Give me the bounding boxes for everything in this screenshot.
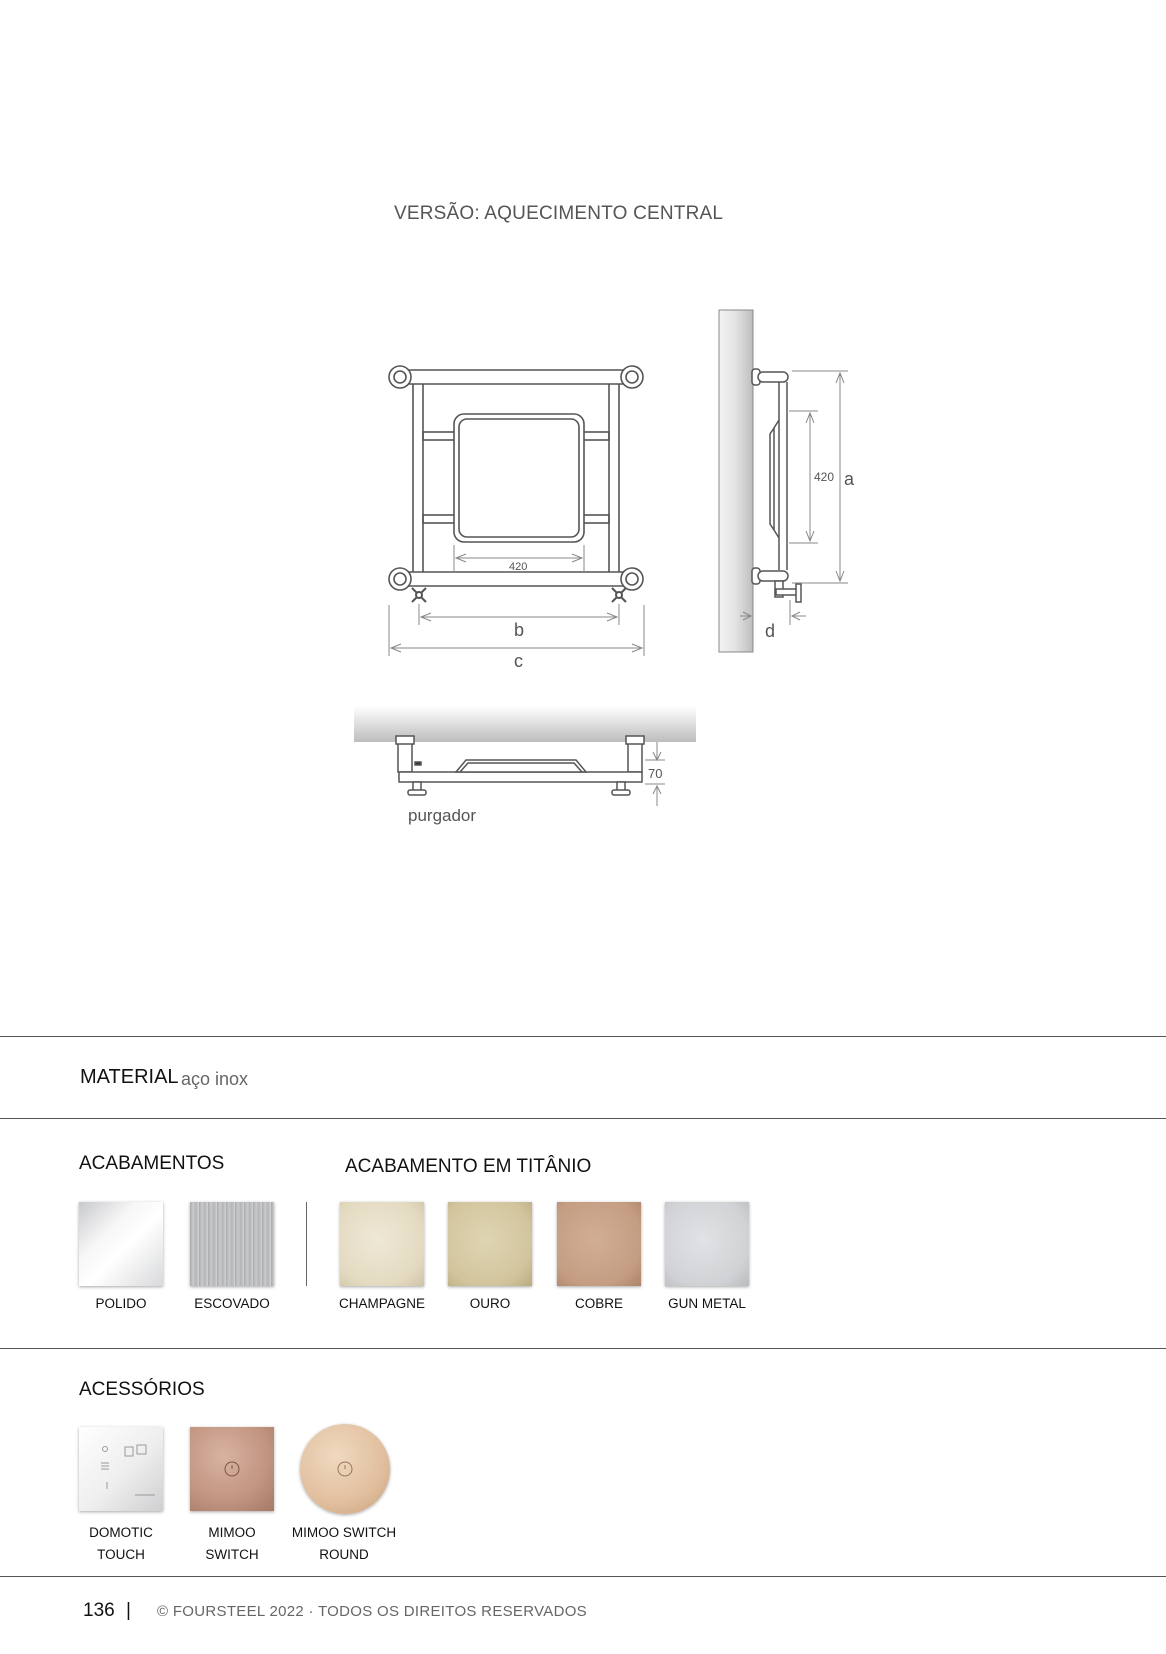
finishes-separator bbox=[306, 1202, 307, 1286]
swatch-label-escovado: ESCOVADO bbox=[194, 1296, 270, 1311]
swatch-label-champagne: CHAMPAGNE bbox=[338, 1296, 425, 1311]
divider-material bbox=[0, 1118, 1166, 1119]
swatch-escovado[interactable] bbox=[190, 1202, 274, 1286]
finishes-title: ACABAMENTOS bbox=[79, 1153, 225, 1174]
accessory-label-mimoo-switch: MIMOO SWITCH bbox=[205, 1525, 259, 1562]
power-icon bbox=[190, 1427, 274, 1511]
domotic-touch-icon bbox=[79, 1427, 163, 1511]
swatch-label-gun-metal: GUN METAL bbox=[668, 1296, 746, 1311]
power-icon bbox=[300, 1424, 390, 1514]
swatch-polido[interactable] bbox=[79, 1202, 163, 1286]
divider-top bbox=[0, 1036, 1166, 1037]
dim-label-a: a bbox=[844, 469, 855, 489]
top-left-knob bbox=[389, 366, 411, 388]
left-valve bbox=[412, 588, 426, 602]
divider-finishes bbox=[0, 1348, 1166, 1349]
dim-label-c: c bbox=[514, 651, 523, 671]
dim-label-b: b bbox=[514, 620, 525, 640]
footer-separator: | bbox=[126, 1600, 131, 1621]
version-title: VERSÃO: AQUECIMENTO CENTRAL bbox=[394, 203, 724, 224]
accessory-domotic-touch[interactable] bbox=[79, 1427, 163, 1511]
swatch-label-ouro: OURO bbox=[469, 1296, 511, 1311]
swatch-cobre[interactable] bbox=[557, 1202, 641, 1286]
swatch-label-polido: POLIDO bbox=[95, 1296, 147, 1311]
right-valve bbox=[612, 588, 626, 602]
swatch-ouro[interactable] bbox=[448, 1202, 532, 1286]
accessory-mimoo-switch[interactable] bbox=[190, 1427, 274, 1511]
accessory-mimoo-switch-round[interactable] bbox=[300, 1424, 390, 1514]
material-value: aço inox bbox=[181, 1069, 249, 1089]
titanium-finishes-title: ACABAMENTO EM TITÂNIO bbox=[345, 1156, 592, 1177]
side-wall bbox=[719, 310, 753, 652]
swatch-champagne[interactable] bbox=[340, 1202, 424, 1286]
top-view bbox=[396, 736, 644, 795]
label-purgador: purgador bbox=[408, 806, 477, 825]
copyright: © FOURSTEEL 2022 · TODOS OS DIREITOS RESERVADOS bbox=[157, 1603, 587, 1620]
side-dimensions bbox=[740, 371, 848, 625]
dim-label-d: d bbox=[765, 621, 776, 641]
page-number: 136 bbox=[83, 1600, 115, 1621]
accessory-label-mimoo-switch-round: MIMOO SWITCH ROUND bbox=[291, 1525, 397, 1562]
top-right-knob bbox=[621, 366, 643, 388]
swatch-label-cobre: COBRE bbox=[574, 1296, 623, 1311]
accessory-label-domotic-touch: DOMOTIC TOUCH bbox=[89, 1525, 153, 1562]
swatch-gun-metal[interactable] bbox=[665, 1202, 749, 1286]
divider-footer bbox=[0, 1576, 1166, 1577]
side-view bbox=[752, 369, 801, 602]
accessories-title: ACESSÓRIOS bbox=[79, 1379, 205, 1400]
material-label: MATERIAL bbox=[80, 1066, 179, 1088]
dim-depth: 70 bbox=[648, 766, 663, 781]
dim-width-inner: 420 bbox=[509, 561, 528, 573]
dim-height-inner: 420 bbox=[814, 470, 835, 484]
